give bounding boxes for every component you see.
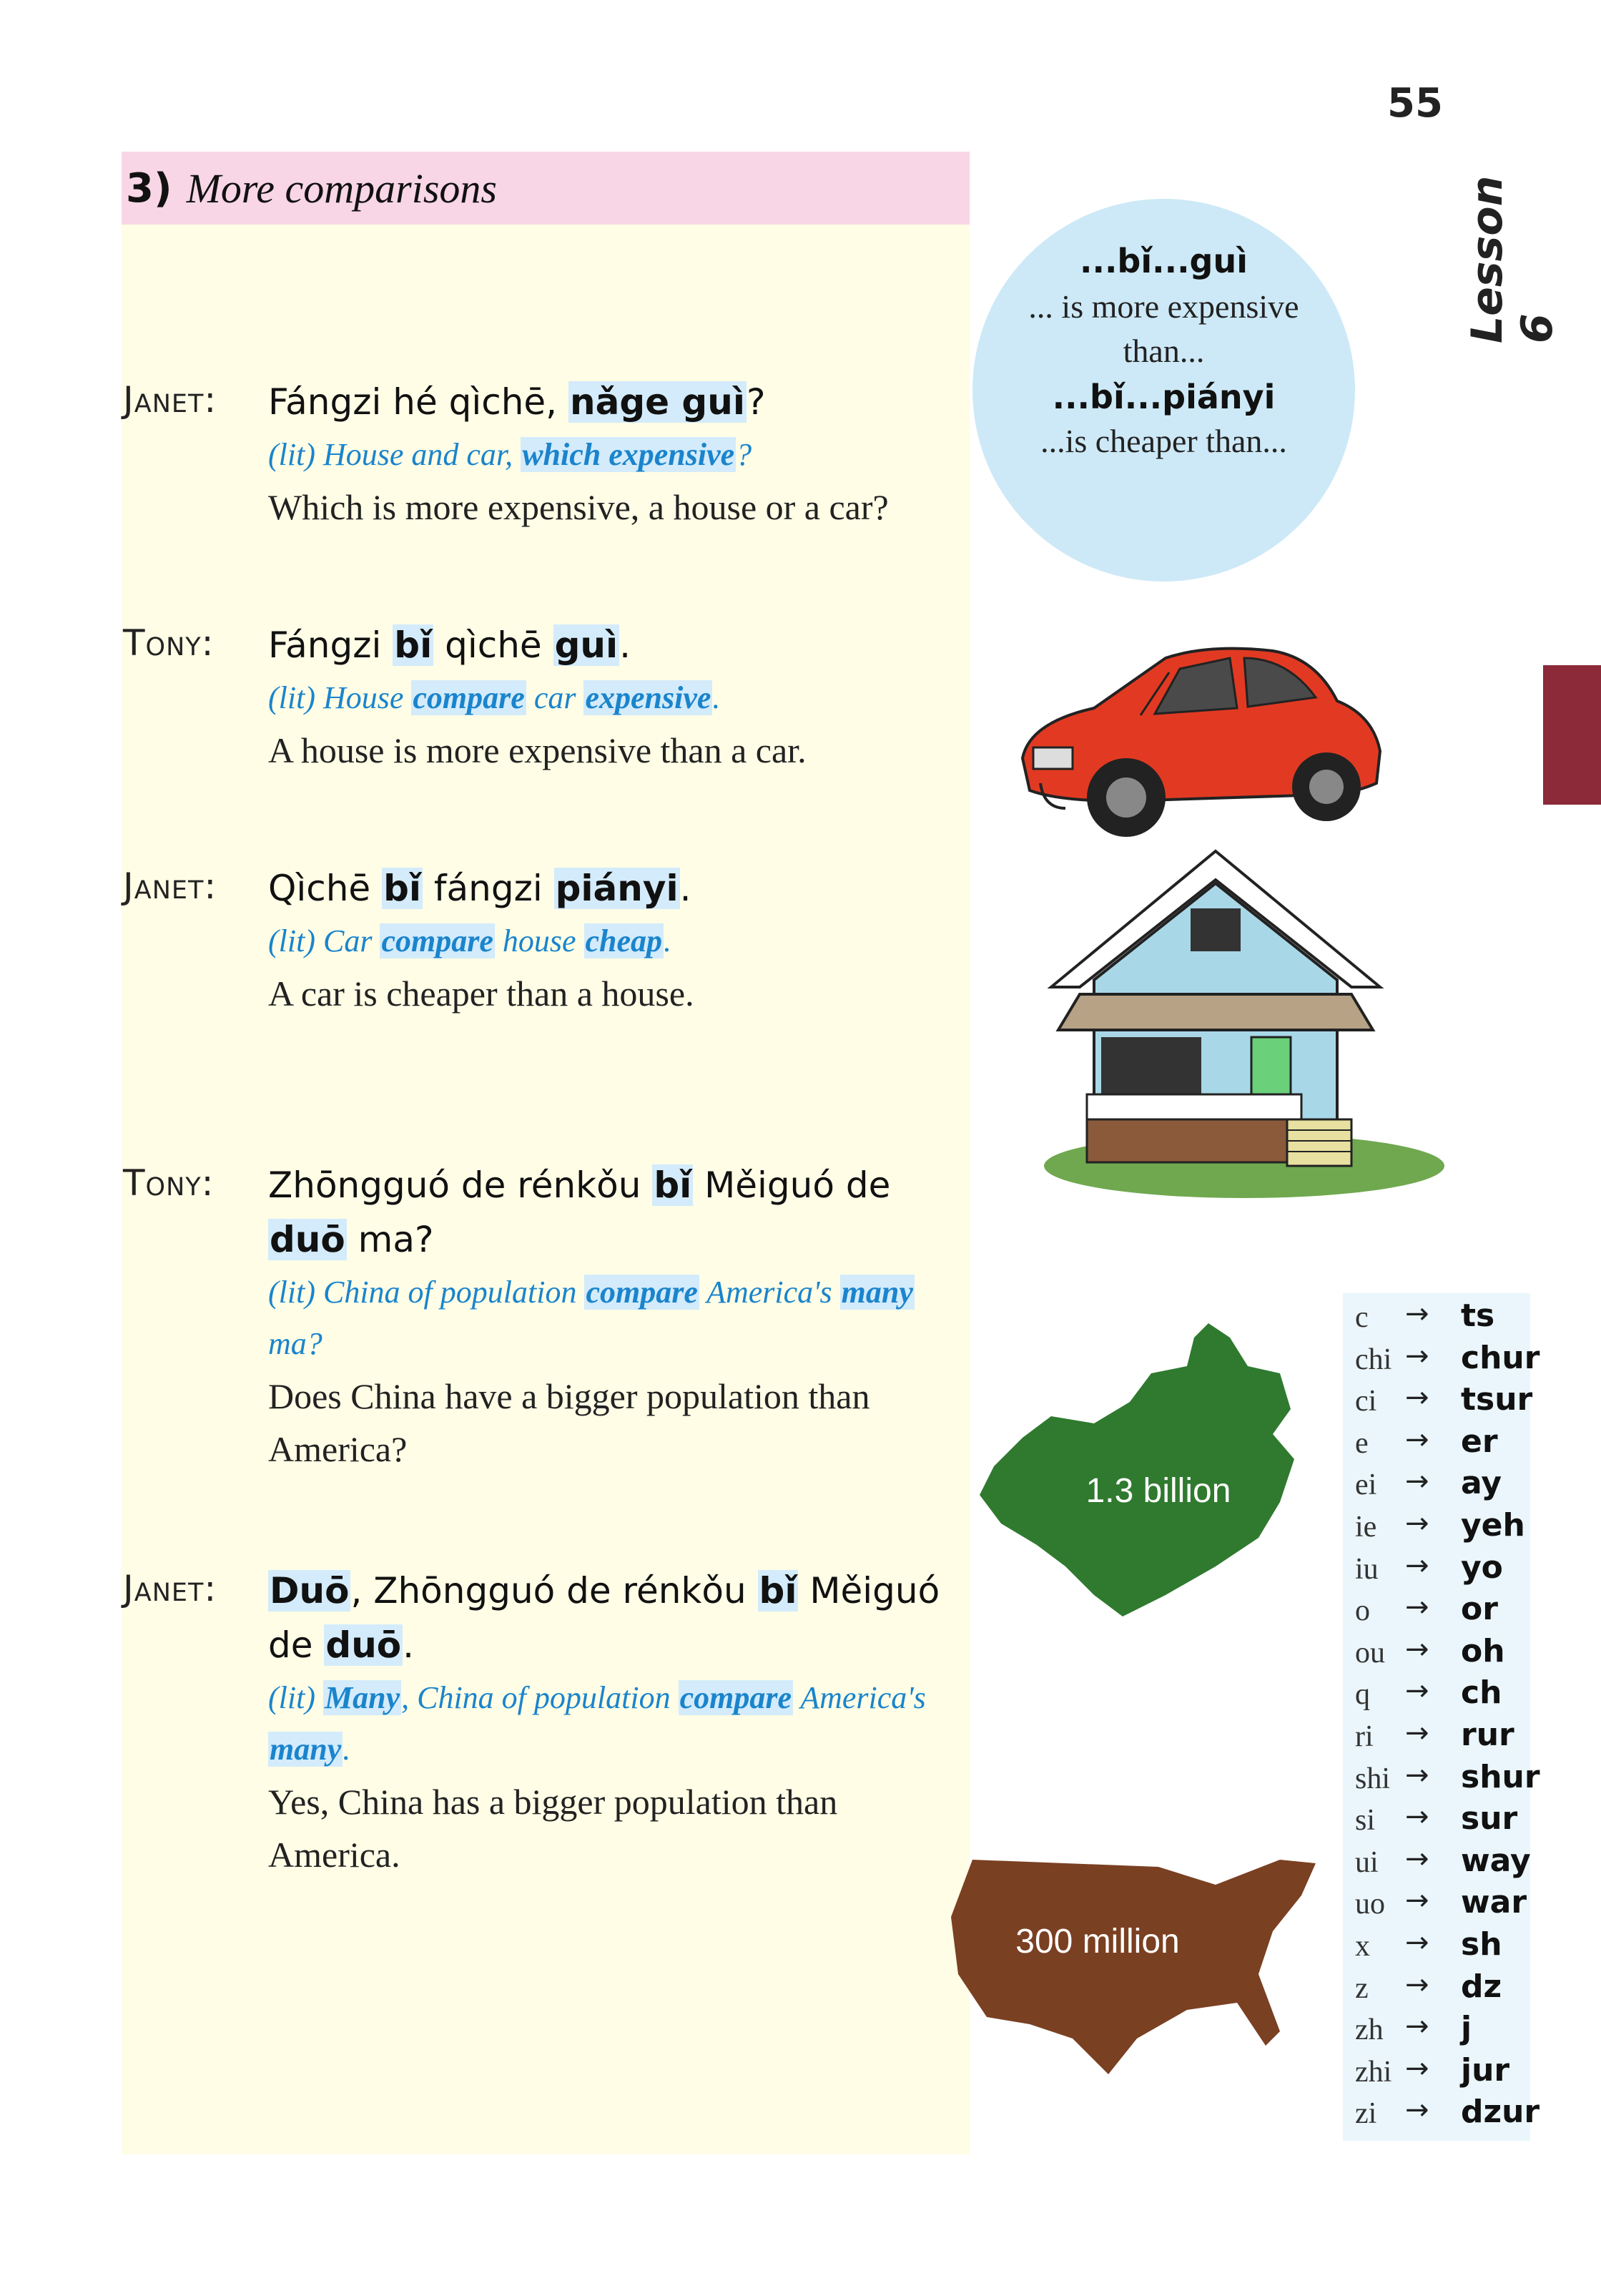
pinyin-line: Zhōngguó de rénkǒu bǐ Měiguó de duō ma? xyxy=(268,1164,891,1260)
pronunciation-row xyxy=(1355,1381,1534,1426)
pronunciation-row xyxy=(1355,1842,1534,1887)
english-sound: ts xyxy=(1461,1297,1495,1334)
arrow-icon: → xyxy=(1405,1717,1429,1750)
arrow-icon: → xyxy=(1405,1381,1429,1415)
english-translation: A car is cheaper than a house. xyxy=(268,973,694,1014)
section-header xyxy=(122,152,970,225)
arrow-icon: → xyxy=(1405,1632,1429,1666)
literal-translation: (lit) House and car, which expensive? xyxy=(268,437,752,472)
grammar-bubble xyxy=(972,199,1355,582)
pronunciation-row xyxy=(1355,1507,1534,1551)
pronunciation-row xyxy=(1355,1465,1534,1509)
pinyin-line: Duō, Zhōngguó de rénkǒu bǐ Měiguó de duō. xyxy=(268,1570,940,1666)
english-sound: or xyxy=(1461,1591,1498,1628)
pronunciation-row xyxy=(1355,1632,1534,1677)
english-sound: oh xyxy=(1461,1632,1505,1669)
pinyin-line: Fángzi bǐ qìchē guì. xyxy=(268,624,631,666)
pinyin-spelling: ie xyxy=(1355,1511,1377,1544)
bubble-pattern-1: ...bǐ...guì xyxy=(1080,242,1248,280)
arrow-icon: → xyxy=(1405,1758,1429,1792)
literal-translation: (lit) Car compare house cheap. xyxy=(268,923,672,958)
arrow-icon: → xyxy=(1405,2094,1429,2127)
arrow-icon: → xyxy=(1405,1884,1429,1918)
pinyin-line: Qìchē bǐ fángzi piányi. xyxy=(268,868,691,909)
arrow-icon: → xyxy=(1405,1507,1429,1540)
pronunciation-row xyxy=(1355,1339,1540,1384)
english-sound: war xyxy=(1461,1884,1527,1921)
section-number: 3) xyxy=(126,165,172,212)
english-sound: way xyxy=(1461,1842,1531,1879)
arrow-icon: → xyxy=(1405,1674,1429,1708)
pinyin-spelling: z xyxy=(1355,1971,1369,2005)
pinyin-spelling: ri xyxy=(1355,1720,1374,1753)
section-title: More comparisons xyxy=(186,165,497,212)
english-sound: tsur xyxy=(1461,1381,1533,1418)
arrow-icon: → xyxy=(1405,1465,1429,1498)
arrow-icon: → xyxy=(1405,2051,1429,2085)
english-sound: yo xyxy=(1461,1549,1503,1586)
speaker-name: Janet: xyxy=(123,379,217,421)
arrow-icon: → xyxy=(1405,2010,1429,2044)
pinyin-spelling: o xyxy=(1355,1594,1370,1628)
literal-translation: (lit) China of population compare America's many ma? xyxy=(268,1275,913,1361)
pinyin-spelling: uo xyxy=(1355,1888,1385,1921)
lesson-tab xyxy=(1543,665,1601,805)
pinyin-spelling: c xyxy=(1355,1301,1369,1334)
pronunciation-row xyxy=(1355,1758,1540,1803)
arrow-icon: → xyxy=(1405,1800,1429,1834)
english-translation: Does China have a bigger population than America? xyxy=(268,1376,870,1469)
pronunciation-row xyxy=(1355,2051,1534,2096)
pronunciation-row xyxy=(1355,1719,1534,1761)
arrow-icon: → xyxy=(1405,1549,1429,1582)
bubble-pattern-2: ...bǐ...piányi xyxy=(1052,378,1276,417)
pronunciation-row xyxy=(1355,2094,1540,2138)
pronunciation-row xyxy=(1355,1968,1534,2013)
pinyin-spelling: q xyxy=(1355,1678,1370,1712)
pinyin-spelling: e xyxy=(1355,1426,1369,1460)
pronunciation-row xyxy=(1355,1423,1534,1468)
pronunciation-row xyxy=(1355,1800,1534,1845)
speaker-name: Janet: xyxy=(123,865,217,907)
speaker-name: Janet: xyxy=(123,1568,217,1609)
english-translation: A house is more expensive than a car. xyxy=(268,730,807,770)
english-sound: ay xyxy=(1461,1465,1502,1502)
pronunciation-row xyxy=(1355,1297,1534,1342)
bubble-meaning-2: ...is cheaper than... xyxy=(1040,423,1287,460)
pronunciation-row xyxy=(1355,1926,1534,1971)
arrow-icon: → xyxy=(1405,1591,1429,1624)
pronunciation-row xyxy=(1355,1549,1534,1594)
english-sound: sh xyxy=(1461,1926,1502,1963)
english-sound: shur xyxy=(1461,1758,1540,1795)
pinyin-spelling: ci xyxy=(1355,1385,1377,1418)
pronunciation-row xyxy=(1355,1674,1534,1719)
usa-population-label: 300 million xyxy=(1015,1923,1180,1961)
car-illustration xyxy=(1001,629,1402,858)
english-sound: ch xyxy=(1461,1674,1502,1712)
english-sound: jur xyxy=(1461,2051,1510,2089)
pinyin-spelling: zi xyxy=(1355,2097,1377,2131)
china-population-label: 1.3 billion xyxy=(1085,1472,1231,1510)
pronunciation-row xyxy=(1355,1884,1534,1928)
page-number: 55 xyxy=(1387,80,1443,127)
english-sound: sur xyxy=(1461,1800,1518,1838)
arrow-icon: → xyxy=(1405,1423,1429,1456)
literal-translation: (lit) Many, China of population compare America's many. xyxy=(268,1680,926,1767)
arrow-icon: → xyxy=(1405,1926,1429,1959)
english-translation: Which is more expensive, a house or a car? xyxy=(268,487,889,527)
english-sound: j xyxy=(1461,2010,1472,2047)
pinyin-spelling: ei xyxy=(1355,1468,1377,1502)
pinyin-spelling: iu xyxy=(1355,1552,1379,1586)
pinyin-spelling: chi xyxy=(1355,1343,1392,1376)
pinyin-spelling: shi xyxy=(1355,1762,1391,1795)
literal-translation: (lit) House compare car expensive. xyxy=(268,680,721,715)
arrow-icon: → xyxy=(1405,1842,1429,1875)
english-sound: chur xyxy=(1461,1339,1540,1376)
pronunciation-row xyxy=(1355,2010,1534,2054)
pinyin-spelling: zhi xyxy=(1355,2055,1392,2089)
english-sound: dzur xyxy=(1461,2094,1540,2131)
pinyin-spelling: ui xyxy=(1355,1845,1379,1879)
pronunciation-row xyxy=(1355,1591,1534,1635)
english-sound: er xyxy=(1461,1423,1498,1460)
lesson-label: Lesson 6 xyxy=(1462,175,1562,343)
english-sound: rur xyxy=(1461,1717,1514,1753)
arrow-icon: → xyxy=(1405,1339,1429,1373)
speaker-name: Tony: xyxy=(123,1162,215,1204)
pinyin-spelling: ou xyxy=(1355,1636,1385,1669)
usa-map xyxy=(944,1845,1337,2089)
english-sound: dz xyxy=(1461,1968,1502,2005)
pinyin-spelling: zh xyxy=(1355,2013,1384,2047)
house-illustration xyxy=(1037,844,1452,1209)
arrow-icon: → xyxy=(1405,1968,1429,2001)
pinyin-line: Fángzi hé qìchē, nǎge guì? xyxy=(268,381,766,423)
english-sound: yeh xyxy=(1461,1507,1525,1544)
arrow-icon: → xyxy=(1405,1297,1429,1330)
bubble-meaning-1: ... is more expensive than... xyxy=(1028,288,1299,370)
pinyin-spelling: si xyxy=(1355,1804,1376,1838)
english-translation: Yes, China has a bigger population than America. xyxy=(268,1782,838,1875)
speaker-name: Tony: xyxy=(123,622,215,664)
pinyin-spelling: x xyxy=(1355,1930,1370,1963)
china-map xyxy=(972,1309,1330,1624)
